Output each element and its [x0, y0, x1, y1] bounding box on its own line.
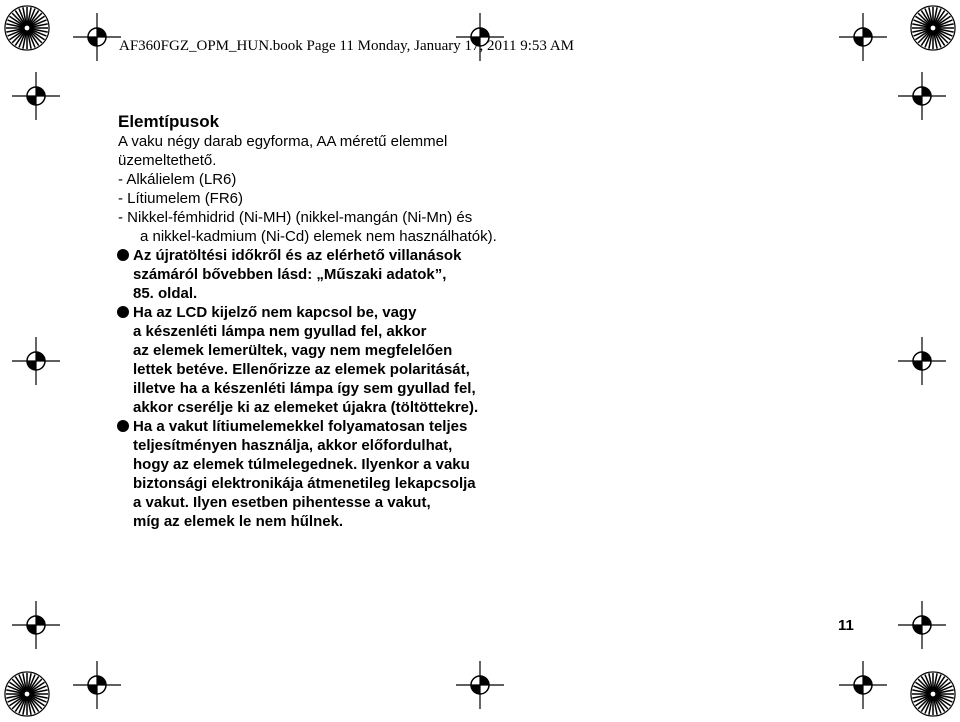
color-target-icon [909, 4, 957, 52]
registration-mark-icon [72, 660, 122, 710]
section-heading: Elemtípusok [118, 112, 220, 131]
note-line: akkor cserélje ki az elemeket újakra (töltöttekre). [133, 399, 479, 416]
note-line: hogy az elemek túlmelegednek. Ilyenkor a vaku [133, 456, 470, 473]
note-line: teljesítményen használja, akkor előfordulhat, [133, 437, 453, 454]
registration-mark-icon [897, 71, 947, 121]
page-number: 11 [838, 617, 854, 634]
intro-line: A vaku négy darab egyforma, AA méretű elemmel [118, 133, 448, 150]
registration-mark-icon [897, 600, 947, 650]
note-line: 85. oldal. [133, 285, 198, 302]
note-line: az elemek lemerültek, vagy nem megfelelően [133, 342, 453, 359]
battery-list-continuation: a nikkel-kadmium (Ni-Cd) elemek nem használhatók). [140, 228, 497, 245]
registration-mark-icon [72, 12, 122, 62]
intro-line: üzemeltethető. [118, 152, 217, 169]
bullet-icon [117, 306, 129, 318]
battery-list-item: - Alkálielem (LR6) [118, 171, 237, 188]
registration-mark-icon [838, 12, 888, 62]
registration-mark-icon [455, 660, 505, 710]
note-bullet [118, 246, 538, 303]
registration-mark-icon [11, 71, 61, 121]
note-line: Az újratöltési időkről és az elérhető villanások [118, 246, 538, 265]
note-line: a készenléti lámpa nem gyullad fel, akkor [133, 323, 427, 340]
battery-list-item: - Lítiumelem (FR6) [118, 190, 244, 207]
color-target-icon [3, 670, 51, 718]
color-target-icon [3, 4, 51, 52]
registration-mark-icon [897, 336, 947, 386]
note-line: Ha a vakut lítiumelemekkel folyamatosan teljes [118, 417, 538, 436]
note-bullet [118, 303, 538, 417]
note-line: a vakut. Ilyen esetben pihentesse a vakut, [133, 494, 431, 511]
note-line: lettek betéve. Ellenőrizze az elemek polaritását, [133, 361, 470, 378]
note-line: illetve ha a készenléti lámpa így sem gyullad fel, [133, 380, 476, 397]
note-bullet [118, 417, 538, 531]
registration-mark-icon [11, 600, 61, 650]
battery-types-section [118, 112, 538, 531]
note-line: míg az elemek le nem hűlnek. [133, 513, 344, 530]
registration-mark-icon [11, 336, 61, 386]
print-slug-line: AF360FGZ_OPM_HUN.book Page 11 Monday, January 17, 2011 9:53 AM [119, 38, 574, 54]
note-line: biztonsági elektronikája átmenetileg lekapcsolja [133, 475, 476, 492]
note-line: számáról bővebben lásd: „Műszaki adatok”, [133, 266, 447, 283]
bullet-icon [117, 249, 129, 261]
battery-list-item: - Nikkel-fémhidrid (Ni-MH) (nikkel-mangán (Ni-Mn) és [118, 209, 473, 226]
color-target-icon [909, 670, 957, 718]
note-line: Ha az LCD kijelző nem kapcsol be, vagy [118, 303, 538, 322]
bullet-icon [117, 420, 129, 432]
registration-mark-icon [838, 660, 888, 710]
